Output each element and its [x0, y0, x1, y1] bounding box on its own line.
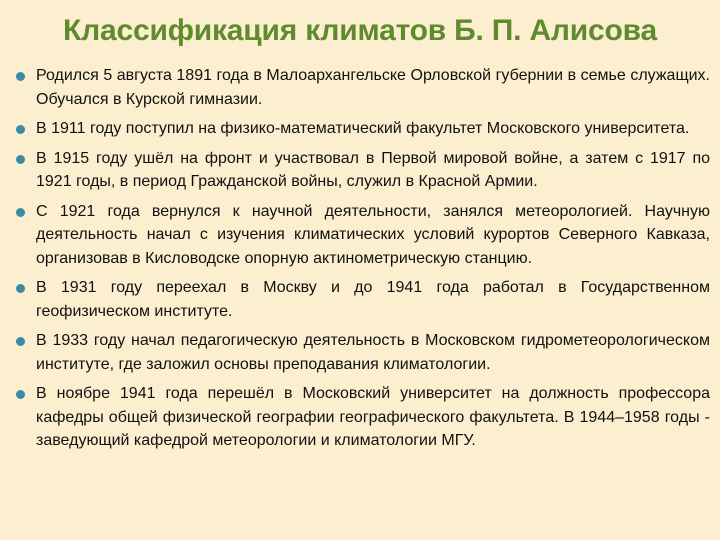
list-item-text: В ноябре 1941 года перешёл в Московский университет на должность профессора кафедры общей физической географии географического факультета. В 1944–1958 годы - заведующий кафедрой метеорологии и климатологии МГУ.	[36, 385, 710, 449]
bullet-icon	[16, 208, 25, 217]
bullet-icon	[16, 390, 25, 399]
list-item	[36, 382, 710, 453]
list-item	[36, 64, 710, 111]
list-item-text: В 1911 году поступил на физико-математический факультет Московского университета.	[36, 120, 690, 137]
list-item-text: В 1915 году ушёл на фронт и участвовал в Первой мировой войне, а затем с 1917 по 1921 годы, в период Гражданской войны, служил в Красной Армии.	[36, 149, 710, 190]
list-item-text: Родился 5 августа 1891 года в Малоархангельске Орловской губернии в семье служащих. Обучался в Курской гимназии.	[36, 67, 710, 108]
bullet-icon	[16, 337, 25, 346]
biography-list	[36, 64, 710, 459]
list-item	[36, 200, 710, 271]
list-item-text: С 1921 года вернулся к научной деятельности, занялся метеорологией. Научную деятельность начал с изучения климатических условий курортов Северного Кавказа, организовав в Кисловодске опорную актинометрическую станцию.	[36, 202, 710, 267]
list-item	[36, 117, 710, 141]
list-item	[36, 329, 710, 376]
list-item	[36, 276, 710, 323]
bullet-icon	[16, 155, 25, 164]
list-item	[36, 147, 710, 194]
bullet-icon	[16, 125, 25, 134]
list-item-text: В 1933 году начал педагогическую деятельность в Московском гидрометеорологическом институте, где заложил основы преподавания климатологии.	[36, 332, 710, 373]
slide-title: Классификация климатов Б. П. Алисова	[63, 14, 657, 47]
list-item-text: В 1931 году переехал в Москву и до 1941 года работал в Государственном геофизическом институте.	[36, 279, 710, 320]
bullet-icon	[16, 284, 25, 293]
bullet-icon	[16, 72, 25, 81]
